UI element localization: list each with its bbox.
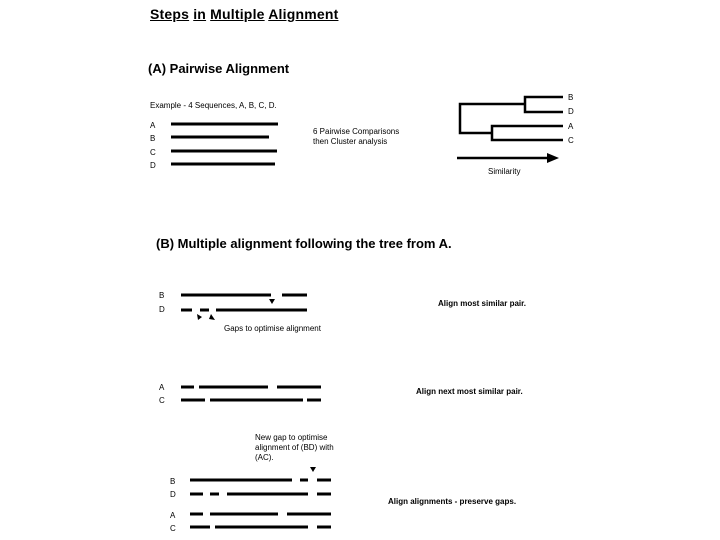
step3-label-a: A — [170, 511, 176, 520]
comparisons-line2: then Cluster analysis — [313, 137, 388, 146]
step2-label-c: C — [159, 396, 165, 405]
gap-note-line1: New gap to optimise — [255, 433, 328, 442]
gaps-note: Gaps to optimise alignment — [224, 324, 321, 333]
tree-leaf-a: A — [568, 122, 574, 131]
tree-leaf-d: D — [568, 107, 574, 116]
step3-label-c: C — [170, 524, 176, 533]
step3-label-d: D — [170, 490, 176, 499]
alignment-graphics — [137, 0, 583, 540]
cluster-tree — [460, 97, 563, 140]
seq-label-a: A — [150, 121, 156, 130]
step2-label-a: A — [159, 383, 165, 392]
new-gap-marker — [310, 467, 316, 472]
tree-branch-bd — [525, 97, 563, 112]
title-word-steps: Steps — [150, 6, 190, 22]
section-b-heading: (B) Multiple alignment following the tree from A. — [156, 236, 452, 251]
tree-branch-ac — [492, 126, 563, 140]
example-text: Example - 4 Sequences, A, B, C, D. — [150, 101, 277, 110]
gap-marker-b — [269, 299, 275, 304]
step1-label-d: D — [159, 305, 165, 314]
similarity-arrow — [457, 153, 559, 163]
tree-leaf-c: C — [568, 136, 574, 145]
step1-note: Align most similar pair. — [438, 299, 527, 308]
gap-marker-d1 — [197, 314, 202, 320]
step1-label-b: B — [159, 291, 165, 300]
step2-note: Align next most similar pair. — [416, 387, 523, 396]
slide-page — [137, 0, 583, 540]
step3-note: Align alignments - preserve gaps. — [388, 497, 517, 506]
gap-note-line2: alignment of (BD) with — [255, 443, 334, 452]
title-word-multiple: Multiple — [210, 6, 265, 22]
section-a-heading: (A) Pairwise Alignment — [148, 61, 290, 76]
similarity-label: Similarity — [488, 167, 521, 176]
seq-label-d: D — [150, 161, 156, 170]
seq-label-c: C — [150, 148, 156, 157]
step3-label-b: B — [170, 477, 176, 486]
title-word-in: in — [193, 6, 207, 22]
title-word-alignment: Alignment — [268, 6, 339, 22]
tree-leaf-b: B — [568, 93, 574, 102]
seq-label-b: B — [150, 134, 156, 143]
gap-note-line3: (AC). — [255, 453, 274, 462]
gap-marker-d2 — [209, 314, 215, 320]
comparisons-line1: 6 Pairwise Comparisons — [313, 127, 400, 136]
